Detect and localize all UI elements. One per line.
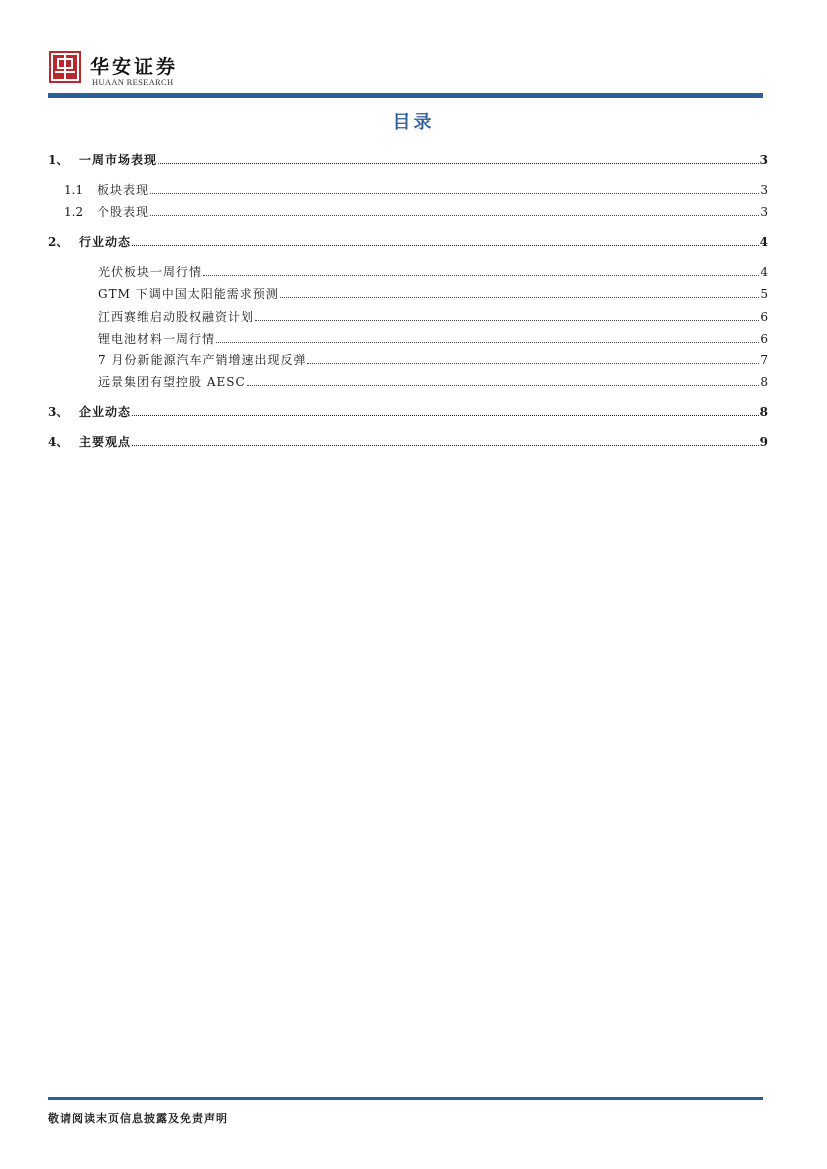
- toc-page-number: 8: [759, 405, 768, 419]
- toc-entry[interactable]: [98, 309, 768, 325]
- page-header: [48, 50, 763, 102]
- toc-dot-leader: [150, 214, 759, 216]
- toc-page-number: 5: [760, 287, 768, 301]
- toc-entry-label: 板块表现: [97, 183, 150, 197]
- footer-divider: [48, 1097, 763, 1100]
- toc-page-number: 3: [760, 205, 768, 219]
- toc-page-number: 7: [760, 353, 768, 367]
- toc-entry[interactable]: [98, 352, 768, 368]
- toc-entry[interactable]: [48, 434, 768, 450]
- toc-entry-label: 远景集团有望控股 AESC: [98, 375, 246, 389]
- toc-page-number: 3: [760, 183, 768, 197]
- toc-entry-label: 锂电池材料一周行情: [98, 332, 216, 346]
- toc-page-number: 8: [760, 375, 768, 389]
- toc-entry[interactable]: [64, 204, 768, 220]
- toc-entry-label: 一周市场表现: [79, 153, 158, 167]
- toc-entry-number: 4、: [48, 435, 69, 449]
- toc-entry[interactable]: [48, 404, 768, 420]
- toc-dot-leader: [280, 296, 760, 298]
- toc-page-number: 4: [759, 235, 768, 249]
- toc-entry-label: 企业动态: [79, 405, 132, 419]
- toc-entry[interactable]: [48, 234, 768, 250]
- toc-dot-leader: [216, 341, 759, 343]
- huaan-seal-logo-icon: [48, 50, 82, 84]
- toc-entry[interactable]: [98, 331, 768, 347]
- toc-entry-label: 主要观点: [79, 435, 132, 449]
- toc-entry-number: 1.1: [64, 183, 84, 197]
- toc-page-number: 6: [760, 310, 768, 324]
- toc-entry-label: 个股表现: [97, 205, 150, 219]
- toc-dot-leader: [150, 192, 759, 194]
- toc-entry-label: 7 月份新能源汽车产销增速出现反弹: [98, 353, 307, 367]
- toc-entry-label: 江西赛维启动股权融资计划: [98, 310, 255, 324]
- toc-entry-number: 2、: [48, 235, 69, 249]
- footer-disclaimer: 敬请阅读末页信息披露及免责声明: [48, 1112, 228, 1125]
- toc-dot-leader: [158, 162, 759, 164]
- toc-entry-label: GTM 下调中国太阳能需求预测: [98, 287, 279, 301]
- toc-dot-leader: [132, 444, 759, 446]
- toc-entry-label: 行业动态: [79, 235, 132, 249]
- toc-entry-number: 1.2: [64, 205, 84, 219]
- header-divider: [48, 93, 763, 98]
- toc-entry-label: 光伏板块一周行情: [98, 265, 203, 279]
- toc-entry[interactable]: [64, 182, 768, 198]
- toc-page-number: 9: [759, 435, 768, 449]
- toc-dot-leader: [307, 362, 759, 364]
- toc-entry-number: 3、: [48, 405, 69, 419]
- toc-entry-number: 1、: [48, 153, 69, 167]
- toc-dot-leader: [203, 274, 759, 276]
- toc-page-number: 3: [759, 153, 768, 167]
- toc-entry[interactable]: [48, 152, 768, 168]
- toc-entry[interactable]: [98, 286, 768, 302]
- toc-dot-leader: [255, 319, 759, 321]
- toc-dot-leader: [247, 384, 760, 386]
- brand-name-en: HUAAN RESEARCH: [92, 77, 174, 87]
- toc-dot-leader: [132, 244, 759, 246]
- toc-title: 目录: [392, 112, 435, 133]
- toc-entry[interactable]: [98, 264, 768, 280]
- toc-page-number: 4: [760, 265, 768, 279]
- toc-entry[interactable]: [98, 374, 768, 390]
- brand-name-cn: 华安证券: [90, 56, 179, 78]
- toc-page-number: 6: [760, 332, 768, 346]
- toc-dot-leader: [132, 414, 759, 416]
